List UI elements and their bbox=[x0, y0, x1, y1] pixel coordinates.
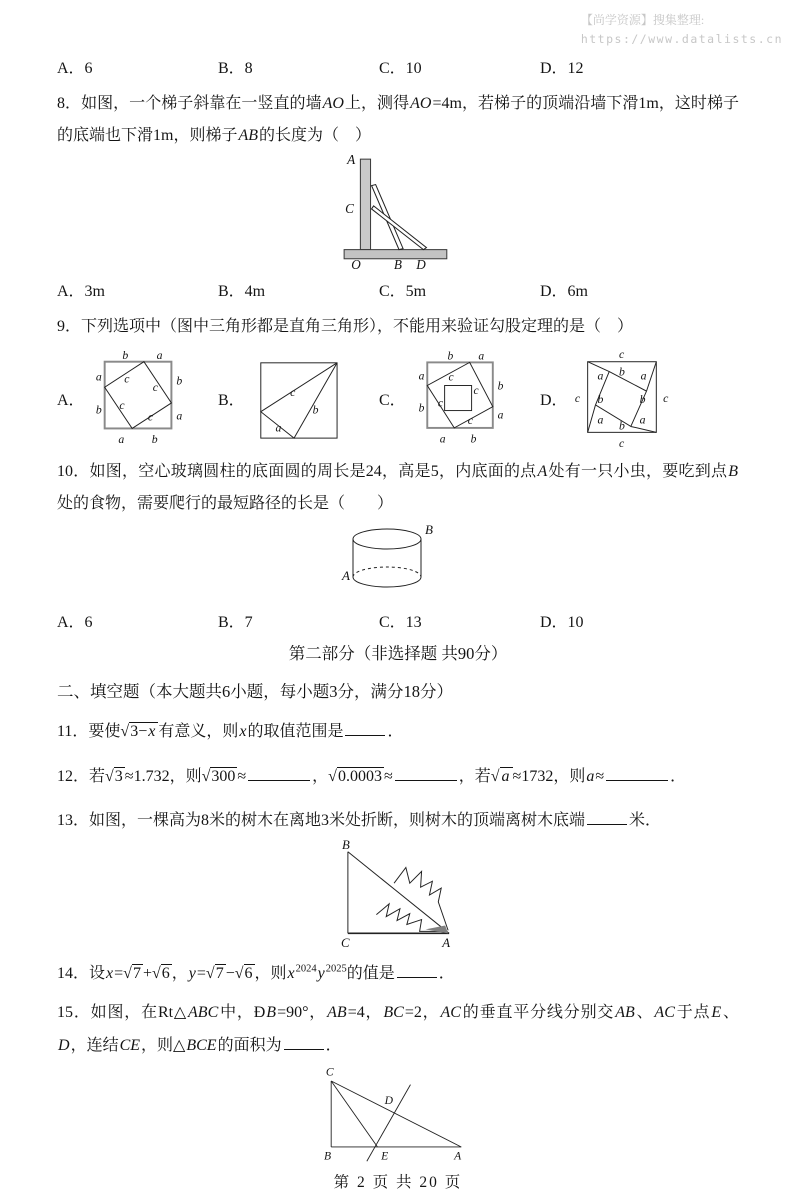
option: C．5m bbox=[379, 283, 427, 301]
svg-text:a: a bbox=[478, 349, 484, 363]
figure-labels bbox=[275, 386, 318, 434]
svg-text:A: A bbox=[454, 1148, 462, 1162]
svg-text:c: c bbox=[574, 391, 580, 405]
segment-CE bbox=[331, 1081, 377, 1147]
figure-labels bbox=[324, 1065, 462, 1162]
option: A．3m bbox=[57, 283, 106, 301]
treetop-wedge bbox=[426, 926, 449, 934]
svg-text:B: B bbox=[393, 257, 403, 273]
branches-jagged-lower bbox=[376, 904, 445, 932]
corner-segment bbox=[587, 404, 595, 431]
svg-text:B: B bbox=[424, 522, 433, 538]
q15-figure bbox=[57, 1065, 739, 1168]
bottom-ellipse-front bbox=[353, 577, 421, 587]
question-15: 15．如图，在Rt△ABC中，ĐB=90°，AB=4，BC=2，AC的垂直平分线分别交AB、AC于点E、D，连结CE，则△BCE的面积为 ． bbox=[57, 1003, 739, 1054]
svg-text:a: a bbox=[95, 369, 102, 383]
inner-square bbox=[104, 361, 171, 428]
svg-text:C: C bbox=[325, 1065, 334, 1079]
bottom-ellipse-back bbox=[353, 567, 421, 577]
wall-bar bbox=[360, 159, 370, 249]
figure-letter: C． bbox=[379, 392, 406, 410]
svg-text:a: a bbox=[175, 409, 182, 423]
q9-figure-c bbox=[379, 349, 540, 449]
option: A．6 bbox=[57, 60, 93, 77]
svg-text:C: C bbox=[341, 936, 350, 951]
option: B．8 bbox=[218, 60, 253, 77]
pythagoras-figure-a bbox=[87, 349, 193, 449]
outer-square bbox=[427, 362, 493, 428]
figure-labels bbox=[574, 347, 668, 449]
svg-text:b: b bbox=[175, 373, 182, 387]
svg-text:b: b bbox=[639, 392, 646, 406]
svg-text:b: b bbox=[618, 418, 625, 432]
svg-text:b: b bbox=[121, 348, 128, 362]
inner-tilted-square bbox=[427, 362, 493, 428]
question-8: 8．如图，一个梯子斜靠在一竖直的墙AO上，测得AO=4m，若梯子的顶端沿墙下滑1m，这时梯子的底端也下滑1m，则梯子AB的长度为（ ） bbox=[57, 94, 739, 145]
options-row-q10 bbox=[57, 610, 739, 636]
svg-text:A: A bbox=[347, 152, 356, 168]
option: B．7 bbox=[218, 614, 253, 632]
triangle bbox=[260, 362, 336, 437]
svg-text:c: c bbox=[118, 398, 125, 412]
svg-text:a: a bbox=[418, 369, 425, 383]
svg-text:b: b bbox=[312, 403, 319, 417]
svg-text:A: A bbox=[442, 936, 451, 951]
question-9: 9．下列选项中（图中三角形都是直角三角形），不能用来验证勾股定理的是（ ） bbox=[57, 317, 634, 335]
corner-segment bbox=[646, 361, 656, 390]
tree-figure bbox=[57, 838, 739, 956]
svg-text:b: b bbox=[597, 392, 603, 406]
figure-letter: B． bbox=[218, 392, 245, 410]
page-footer: 第 2 页 共 20 页 bbox=[333, 1173, 463, 1191]
figure-labels bbox=[418, 349, 503, 445]
ladder-diagram bbox=[337, 152, 459, 273]
svg-text:b: b bbox=[95, 403, 102, 417]
svg-text:b: b bbox=[418, 401, 425, 415]
right-triangle-diagram bbox=[322, 1065, 474, 1163]
option: D．12 bbox=[540, 60, 584, 77]
svg-text:c: c bbox=[147, 410, 153, 424]
cylinder-diagram bbox=[341, 521, 456, 601]
option: C．10 bbox=[379, 60, 422, 77]
broken-tree-diagram bbox=[328, 838, 468, 951]
svg-text:c: c bbox=[123, 371, 130, 385]
watermark-url: https://www.datalists.cn bbox=[580, 32, 783, 47]
svg-text:c: c bbox=[618, 347, 624, 361]
pythagoras-figure-d bbox=[570, 348, 672, 450]
svg-text:b: b bbox=[447, 349, 453, 363]
page-content bbox=[57, 0, 739, 1192]
q9-figure-b bbox=[218, 355, 379, 443]
svg-text:a: a bbox=[597, 368, 603, 382]
figure-labels bbox=[95, 348, 181, 445]
svg-text:c: c bbox=[467, 413, 473, 427]
svg-text:A: A bbox=[341, 568, 350, 584]
svg-text:c: c bbox=[618, 436, 624, 450]
center-square bbox=[444, 385, 471, 410]
ladder-figure bbox=[57, 153, 739, 275]
svg-text:c: c bbox=[152, 380, 158, 394]
options-row-q8 bbox=[57, 279, 739, 305]
svg-text:a: a bbox=[497, 407, 504, 421]
svg-text:c: c bbox=[448, 370, 454, 384]
cylinder-figure bbox=[57, 521, 739, 606]
svg-text:C: C bbox=[345, 201, 354, 217]
svg-text:b: b bbox=[470, 431, 477, 445]
svg-text:O: O bbox=[351, 257, 361, 273]
pythagoras-figure-b bbox=[247, 355, 345, 443]
svg-text:a: a bbox=[639, 413, 646, 427]
svg-text:b: b bbox=[497, 378, 504, 392]
option: D．10 bbox=[540, 614, 584, 632]
svg-text:b: b bbox=[618, 365, 625, 379]
svg-text:b: b bbox=[151, 432, 158, 446]
svg-text:a: a bbox=[597, 413, 603, 427]
svg-text:B: B bbox=[341, 837, 350, 852]
question-10: 10．如图，空心玻璃圆柱的底面圆的周长是24，高是5，内底面的点A处有一只小虫，要吃到点B处的食物，需要爬行的最短路径的长是（ ） bbox=[57, 462, 738, 513]
outer-square bbox=[260, 362, 336, 437]
svg-text:a: a bbox=[156, 348, 163, 362]
q9-figures-row bbox=[57, 348, 739, 450]
svg-text:c: c bbox=[473, 383, 479, 397]
part2-heading: 第二部分（非选择题 共90分） bbox=[288, 643, 508, 663]
q9-figure-d bbox=[540, 348, 672, 450]
question-12: 12．若√3 ≈1.732，则√300 ≈ ，√0.0003 ≈ ，若√ a ≈1732，则a≈ ． bbox=[57, 761, 739, 794]
svg-text:c: c bbox=[289, 385, 296, 399]
svg-text:E: E bbox=[381, 1148, 389, 1162]
corner-segment bbox=[630, 426, 656, 432]
question-14: 14．设x=√7 +√6 ，y=√7 −√6 ，则$x^{2024}y^{2025}$的值是 ． bbox=[57, 958, 739, 991]
watermark-line1: 【尚学资源】搜集整理: bbox=[580, 13, 705, 27]
side-CA bbox=[331, 1081, 461, 1147]
svg-text:c: c bbox=[662, 391, 668, 405]
outer-square bbox=[104, 361, 171, 428]
figure-letter: D． bbox=[540, 392, 568, 410]
svg-text:a: a bbox=[439, 431, 446, 445]
question-13: 13．如图，一棵高为8米的树木在离地3米处折断，则树木的顶端离树木底端 米． bbox=[57, 805, 739, 838]
option: A．6 bbox=[57, 614, 93, 632]
top-ellipse bbox=[353, 529, 421, 549]
option: B．4m bbox=[218, 283, 266, 301]
pythagoras-figure-c bbox=[408, 349, 514, 449]
svg-text:D: D bbox=[416, 257, 426, 273]
option: C．13 bbox=[379, 614, 422, 632]
svg-text:c: c bbox=[437, 396, 443, 410]
options-row-q7 bbox=[57, 56, 739, 82]
svg-text:D: D bbox=[384, 1093, 394, 1107]
figure-letter: A． bbox=[57, 392, 85, 410]
svg-text:a: a bbox=[275, 420, 282, 434]
svg-text:a: a bbox=[640, 368, 647, 382]
question-11: 11．要使√3−x 有意义，则x的取值范围是 ． bbox=[57, 716, 739, 749]
section2-heading: 二、填空题（本大题共6小题，每小题3分，满分18分） bbox=[57, 681, 453, 701]
q9-figure-a bbox=[57, 349, 218, 449]
svg-text:B: B bbox=[324, 1148, 332, 1162]
option: D．6m bbox=[540, 283, 589, 301]
svg-text:a: a bbox=[117, 432, 124, 446]
